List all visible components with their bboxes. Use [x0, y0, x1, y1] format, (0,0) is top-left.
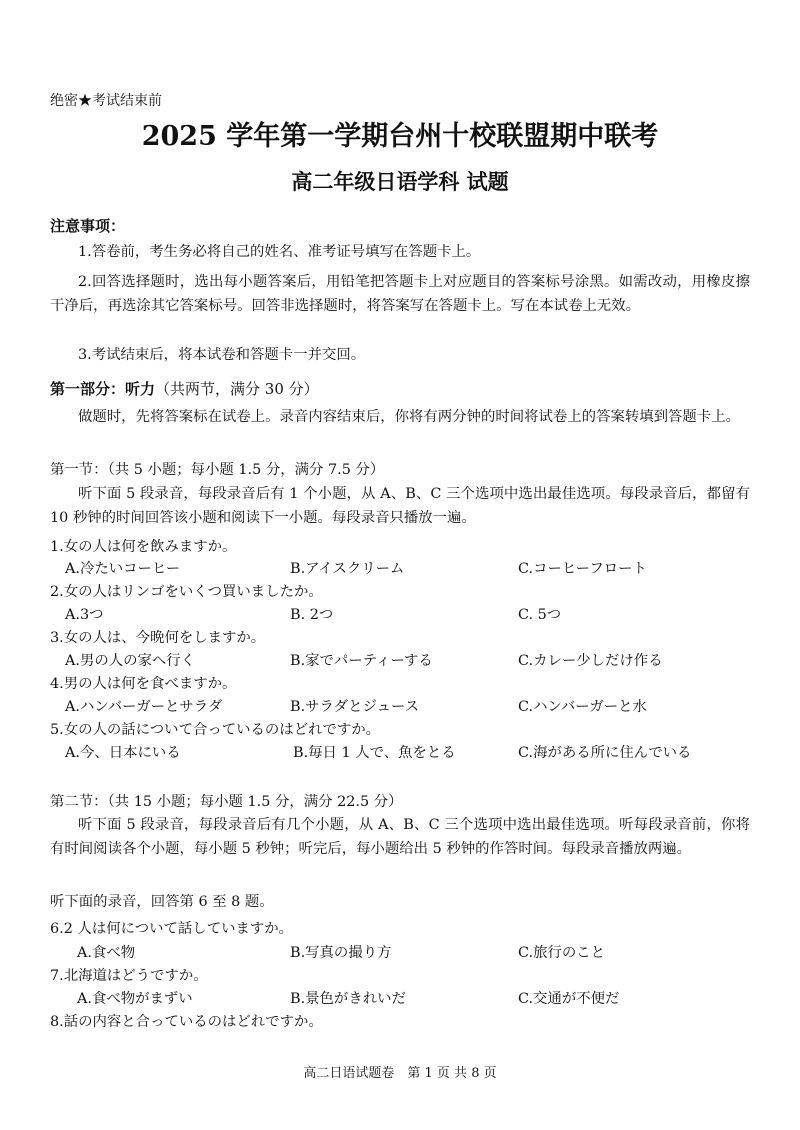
question-6-option-a: A.食べ物: [77, 945, 136, 961]
note-item-2: 2.回答选择题时，选出每小题答案后，用铅笔把答题卡上对应题目的答案标号涂黑。如需改动，用橡皮擦干净后，再选涂其它答案标号。回答非选择题时，将答案写在答题卡上。写在本试卷上无效。: [50, 274, 750, 314]
page-footer: 高二日语试题卷 第 1 页 共 8 页: [303, 1066, 497, 1081]
question-5-option-a: A.今、日本にいる: [65, 745, 181, 761]
confidential-label: 绝密★考试结束前: [50, 93, 162, 109]
question-1-option-c: C.コーヒーフロート: [518, 561, 647, 577]
question-6-option-b: B.写真の撮り方: [290, 945, 392, 961]
section1-heading: 第一节：（共 5 小题；每小题 1.5 分，满分 7.5 分）: [50, 462, 385, 478]
question-7: 7.北海道はどうですか。: [50, 968, 208, 984]
question-1: 1.女の人は何を飲みますか。: [50, 539, 237, 555]
question-3: 3.女の人は、今晩何をしますか。: [50, 630, 266, 646]
question-3-option-b: B.家でパーティーする: [290, 653, 433, 669]
question-1-option-b: B.アイスクリーム: [290, 561, 405, 577]
notes-heading: 注意事项：: [50, 217, 126, 235]
part1-heading: [50, 378, 319, 399]
exam-subtitle: 高二年级日语学科 试题: [291, 169, 509, 194]
question-2-option-b: B. 2つ: [290, 607, 334, 623]
question-2: 2.女の人はリンゴをいくつ買いましたか。: [50, 584, 323, 600]
question-7-option-c: C.交通が不便だ: [518, 991, 620, 1007]
group-intro: 听下面的录音，回答第 6 至 8 题。: [50, 894, 274, 910]
section2-instruction: 听下面 5 段录音，每段录音后有几个小题，从 A、B、C 三个选项中选出最佳选项。听每段录音前，你将有时间阅读各个小题，每小题 5 秒钟；听完后，每小题给出 5 秒钟的作答时间。每段录音播放两遍。: [50, 817, 750, 857]
part1-heading-title: 第一部分：听力: [50, 380, 156, 398]
section2-heading: 第二节：（共 15 小题；每小题 1.5 分，满分 22.5 分）: [50, 794, 403, 810]
question-5: 5.女の人の話について合っているのはどれですか。: [50, 722, 381, 738]
question-6: 6.2 人は何について話していますか。: [50, 921, 294, 937]
question-6-option-c: C.旅行のこと: [518, 945, 606, 961]
question-3-option-c: C.カレー少しだけ作る: [518, 653, 663, 669]
section1-instruction: 听下面 5 段录音，每段录音后有 1 个小题，从 A、B、C 三个选项中选出最佳选项。每段录音后，都留有 10 秒钟的时间回答该小题和阅读下一小题。每段录音只播放一遍。: [50, 486, 750, 526]
question-1-option-a: A.冷たいコーヒー: [65, 561, 181, 577]
question-3-option-a: A.男の人の家へ行く: [65, 653, 196, 669]
question-7-option-a: A.食べ物がまずい: [77, 991, 193, 1007]
part1-heading-note: （共两节，满分 30 分）: [155, 380, 319, 398]
note-item-1: 1.答卷前，考生务必将自己的姓名、准考证号填写在答题卡上。: [78, 244, 481, 260]
note-item-3: 3.考试结束后，将本试卷和答题卡一并交回。: [78, 347, 366, 363]
question-4-option-c: C.ハンバーガーと水: [518, 699, 647, 715]
part1-instruction: 做题时，先将答案标在试卷上。录音内容结束后，你将有两分钟的时间将试卷上的答案转填到答题卡上。: [78, 409, 740, 425]
exam-title: 2025 学年第一学期台州十校联盟期中联考: [141, 121, 659, 152]
question-4: 4.男の人は何を食べますか。: [50, 676, 237, 692]
question-8: 8.話の内容と合っているのはどれですか。: [50, 1014, 323, 1030]
question-4-option-a: A.ハンバーガーとサラダ: [65, 699, 223, 715]
question-2-option-c: C. 5つ: [518, 607, 562, 623]
question-5-option-c: C.海がある所に住んでいる: [518, 745, 692, 761]
question-7-option-b: B.景色がきれいだ: [290, 991, 406, 1007]
question-5-option-b: B.毎日 1 人で、魚をとる: [293, 745, 456, 761]
question-2-option-a: A.3つ: [65, 607, 104, 623]
question-4-option-b: B.サラダとジュース: [290, 699, 420, 715]
